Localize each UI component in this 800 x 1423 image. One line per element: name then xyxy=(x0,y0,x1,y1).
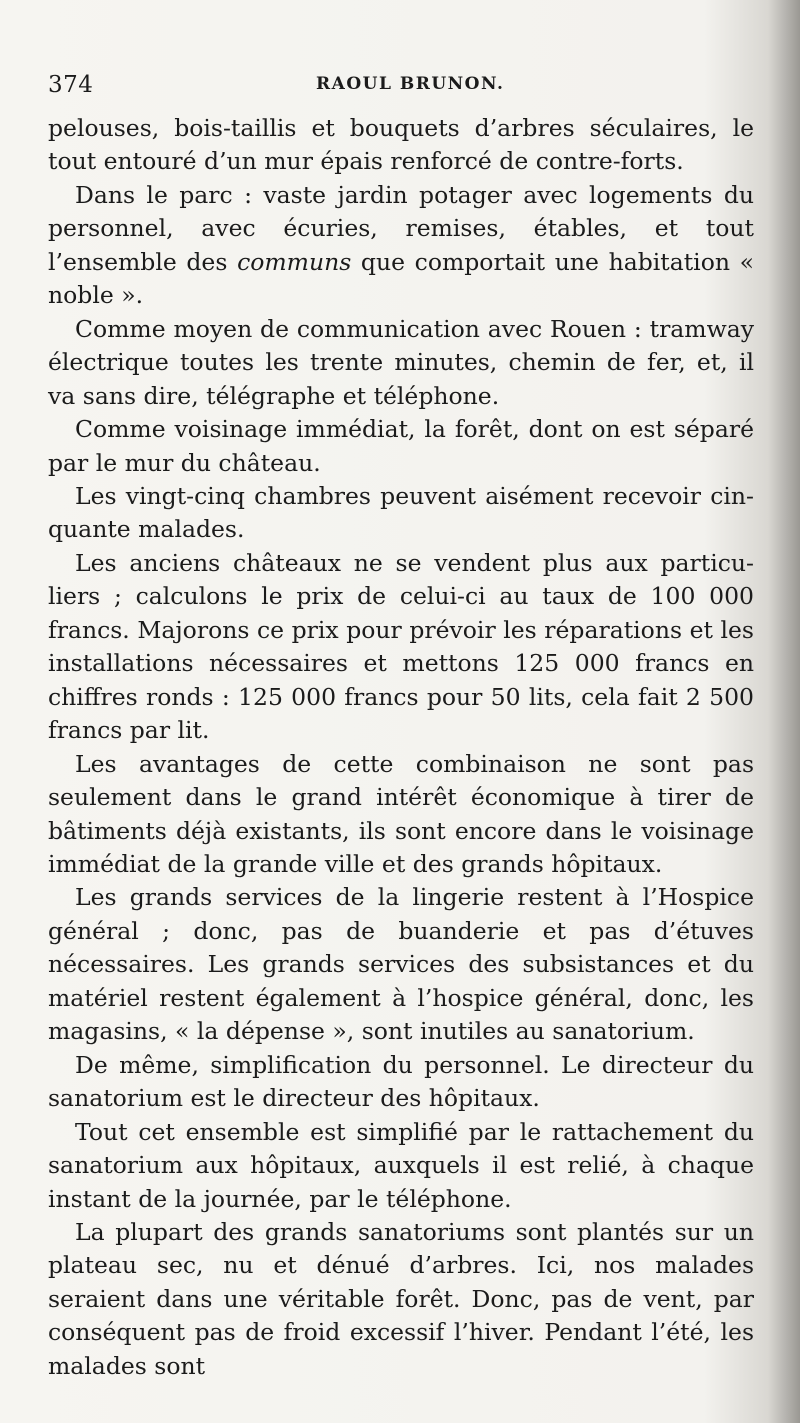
paragraph: Comme moyen de communication avec Rouen : tramway électrique toutes les trente minutes, chemin de fer, et, il va sans dire, télégraphe et téléphone. xyxy=(48,314,754,410)
paragraph: Tout cet ensemble est simplifié par le rattachement du sanatorium aux hôpitaux, auxquels il est relié, à chaque instant de la journée, par le téléphone. xyxy=(48,1117,754,1213)
paragraph: Les avantages de cette combinaison ne sont pas seulement dans le grand intérêt économique à tirer de bâtiments déjà existants, ils sont encore dans le voisinage immédiat de la grande ville et des grands hôpitaux. xyxy=(48,749,754,878)
paragraph-text: Dans le parc : vaste jardin potager avec logements du personnel, avec écuries, remises, étables, et tout l’ensemble des xyxy=(48,180,754,276)
paragraph: La plupart des grands sanatoriums sont plantés sur un plateau sec, nu et dénué d’arbres. Ici, nos malades seraient dans une véritable forêt. Donc, pas de vent, par conséquent pas de froid excessif l’hiver. Pendant l’été, les malades sont xyxy=(48,1217,754,1380)
paragraph: Comme voisinage immédiat, la forêt, dont on est séparé par le mur du château. xyxy=(48,415,754,477)
page-header xyxy=(48,72,748,102)
paragraph: Les vingt-cinq chambres peuvent aisément recevoir cinquante malades. xyxy=(48,481,754,544)
running-head: RAOUL BRUNON. xyxy=(316,74,505,94)
paragraph: Les grands services de la lingerie restent à l’Hospice général ; donc, pas de buanderie et pas d’étuves nécessaires. Les grands services des subsistances et du matériel restent également à l’hospice général, donc, les magasins, « la dépense », sont inutiles au sanatorium. xyxy=(48,883,754,1046)
paragraph: De même, simplification du personnel. Le directeur du sanatorium est le directeur des hôpitaux. xyxy=(48,1050,754,1113)
paragraph xyxy=(48,179,754,313)
body-text xyxy=(48,112,754,1383)
italic-term: communs xyxy=(237,247,352,276)
paragraph: Les anciens châteaux ne se vendent plus aux particuliers ; calculons le prix de celui-ci au taux de 100 000 francs. Majorons ce prix pour prévoir les réparations et les installations nécessaires et mettons 125 000 francs en chiffres ronds : 125 000 francs pour 50 lits, cela fait 2 500 francs par lit. xyxy=(48,548,754,745)
page-number: 374 xyxy=(48,72,94,98)
paragraph: pelouses, bois-taillis et bouquets d’arbres séculaires, le tout entouré d’un mur épais renforcé de contre-forts. xyxy=(48,114,754,176)
paragraph-text: que comportait une habitation « noble ». xyxy=(48,247,754,310)
